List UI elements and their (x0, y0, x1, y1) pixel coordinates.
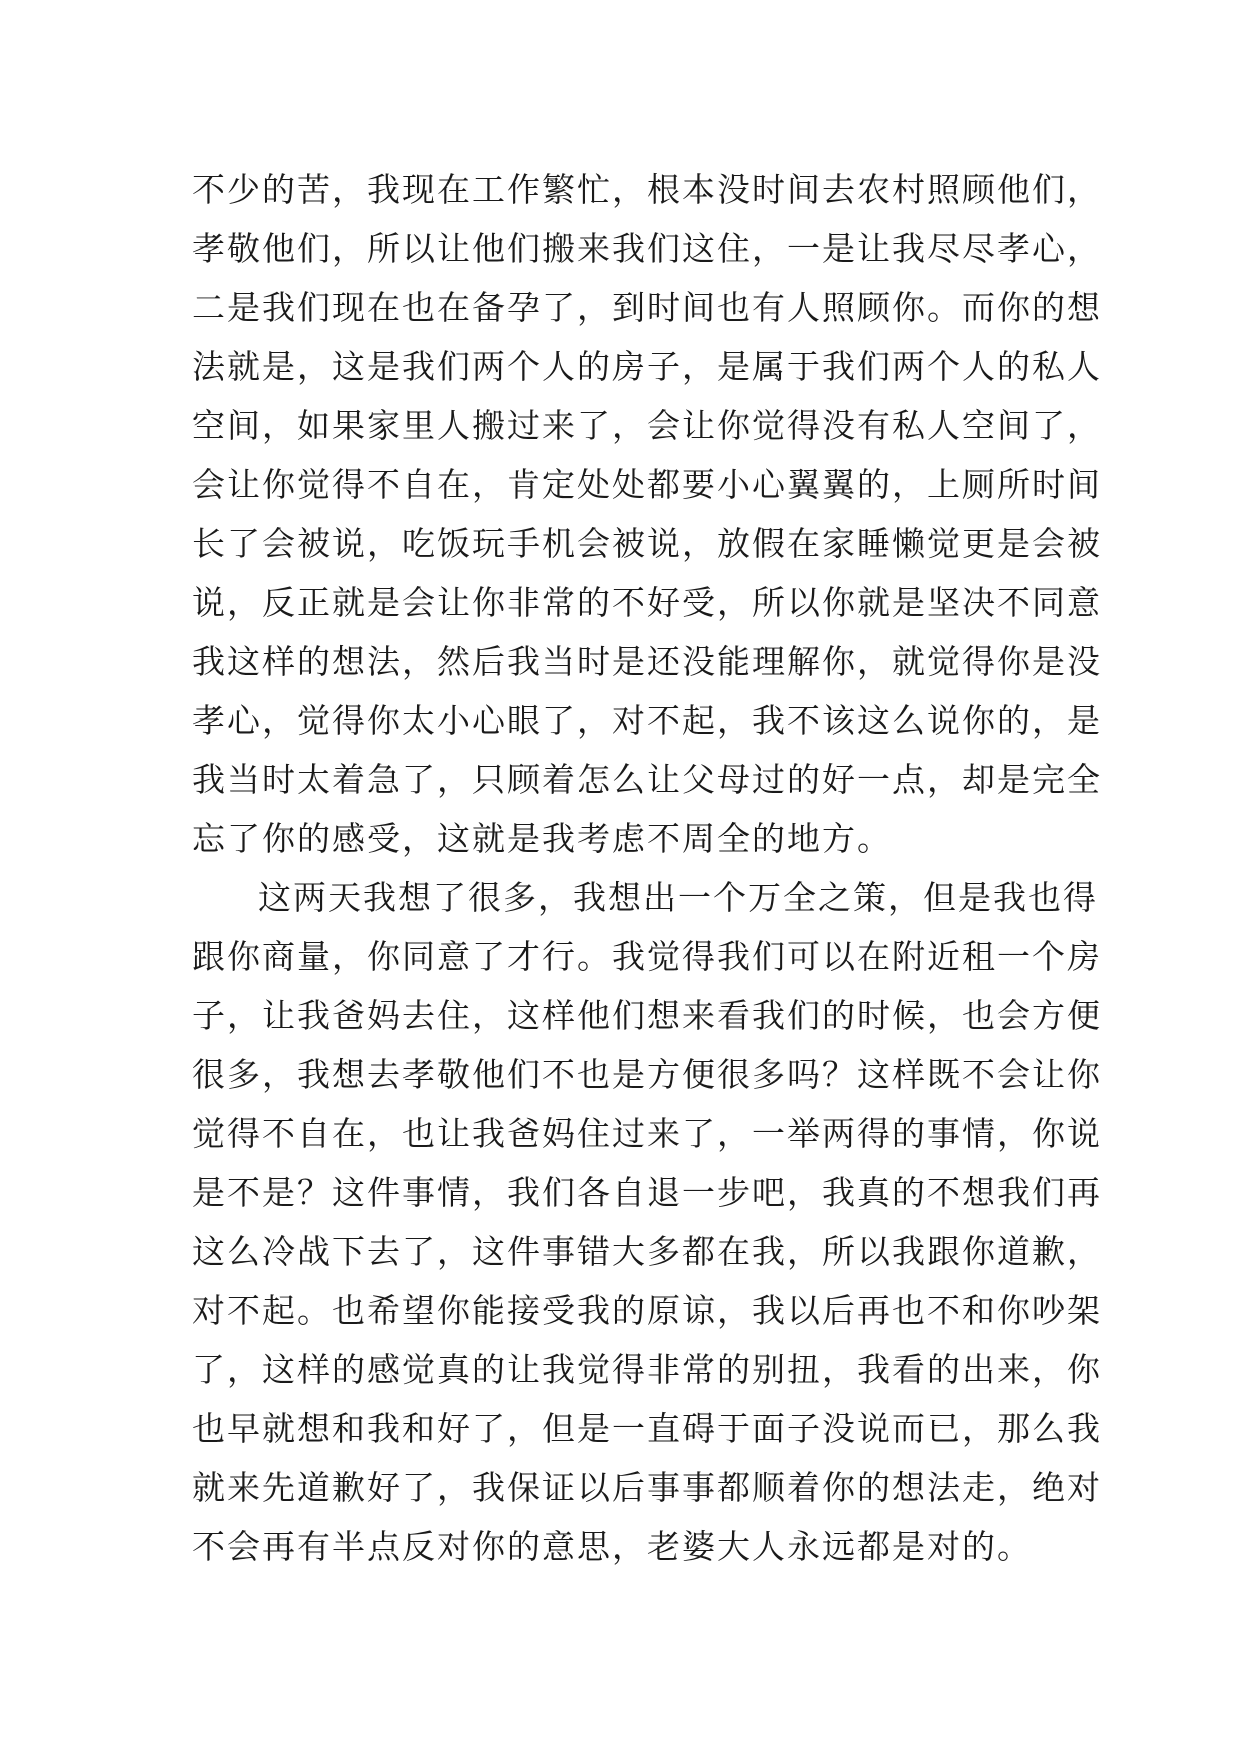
paragraph-1 (192, 160, 1102, 868)
text-line: 我这样的想法，然后我当时是还没能理解你，就觉得你是没 (192, 642, 1102, 681)
document-body (192, 160, 1102, 1576)
text-line: 不少的苦，我现在工作繁忙，根本没时间去农村照顾他们， (192, 170, 1102, 209)
text-line: 对不起。也希望你能接受我的原谅，我以后再也不和你吵架 (192, 1291, 1102, 1330)
text-line: 孝心，觉得你太小心眼了，对不起，我不该这么说你的，是 (192, 701, 1102, 740)
text-line: 会让你觉得不自在，肯定处处都要小心翼翼的，上厕所时间 (192, 465, 1102, 504)
text-line: 子，让我爸妈去住，这样他们想来看我们的时候，也会方便 (192, 996, 1102, 1035)
text-line: 我当时太着急了，只顾着怎么让父母过的好一点，却是完全 (192, 760, 1102, 799)
text-line: 很多，我想去孝敬他们不也是方便很多吗？这样既不会让你 (192, 1055, 1102, 1094)
text-line: 跟你商量，你同意了才行。我觉得我们可以在附近租一个房 (192, 937, 1102, 976)
text-line: 二是我们现在也在备孕了，到时间也有人照顾你。而你的想 (192, 288, 1102, 327)
text-line: 这么冷战下去了，这件事错大多都在我，所以我跟你道歉， (192, 1232, 1102, 1271)
text-line: 长了会被说，吃饭玩手机会被说，放假在家睡懒觉更是会被 (192, 524, 1102, 563)
text-line: 就来先道歉好了，我保证以后事事都顺着你的想法走，绝对 (192, 1468, 1102, 1507)
text-line: 也早就想和我和好了，但是一直碍于面子没说而已，那么我 (192, 1409, 1102, 1448)
paragraph-2 (192, 868, 1102, 1576)
text-line: 说，反正就是会让你非常的不好受，所以你就是坚决不同意 (192, 583, 1102, 622)
text-line: 觉得不自在，也让我爸妈住过来了，一举两得的事情，你说 (192, 1114, 1102, 1153)
text-line: 孝敬他们，所以让他们搬来我们这住，一是让我尽尽孝心， (192, 229, 1102, 268)
text-line: 忘了你的感受，这就是我考虑不周全的地方。 (192, 819, 892, 858)
text-line: 是不是？这件事情，我们各自退一步吧，我真的不想我们再 (192, 1173, 1102, 1212)
text-line: 法就是，这是我们两个人的房子，是属于我们两个人的私人 (192, 347, 1102, 386)
text-line: 这两天我想了很多，我想出一个万全之策，但是我也得 (258, 878, 1098, 917)
text-line: 了，这样的感觉真的让我觉得非常的别扭，我看的出来，你 (192, 1350, 1102, 1389)
text-line: 空间，如果家里人搬过来了，会让你觉得没有私人空间了， (192, 406, 1102, 445)
text-line: 不会再有半点反对你的意思，老婆大人永远都是对的。 (192, 1527, 1032, 1566)
